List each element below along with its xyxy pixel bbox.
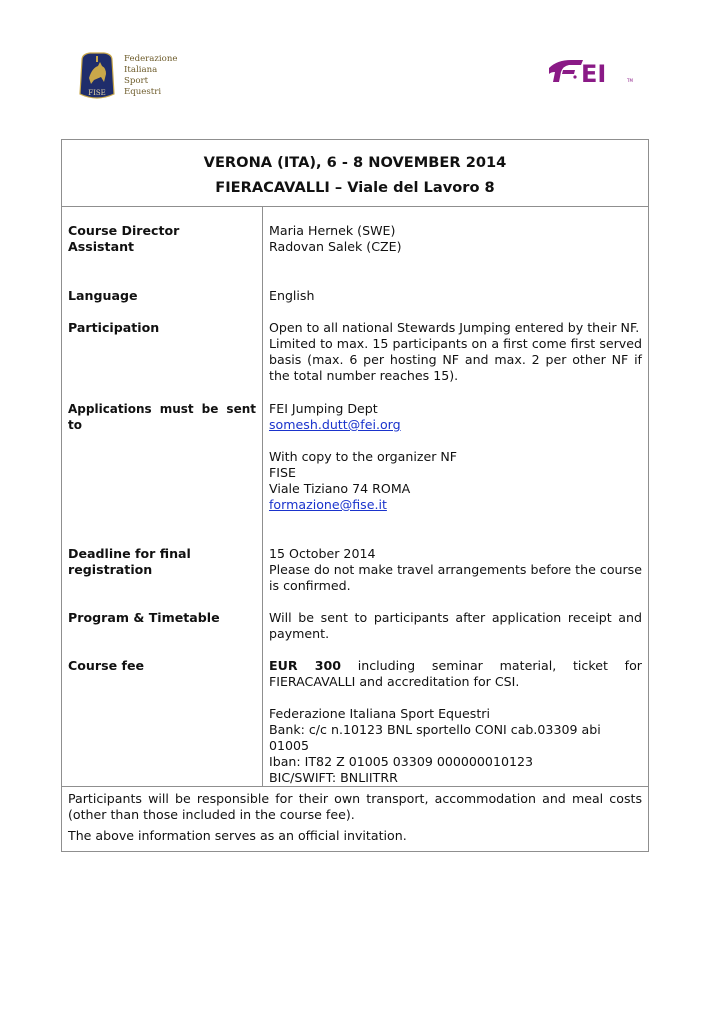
row-deadline <box>62 546 648 594</box>
label-language: Language <box>68 288 138 303</box>
bank-iban: Iban: IT82 Z 01005 03309 000000010123 <box>269 754 534 769</box>
label-course-fee: Course fee <box>68 658 145 673</box>
table-footer <box>62 786 648 851</box>
fei-email-link[interactable]: somesh.dutt@fei.org <box>269 417 401 432</box>
participation-limit: Limited to max. 15 participants on a first come first served basis (max. 6 per hosting NF and max. 2 per other NF if the total number reaches 15). <box>269 336 642 383</box>
row-course-fee <box>62 658 648 786</box>
fise-logo <box>74 48 186 104</box>
applications-address: Viale Tiziano 74 ROMA <box>269 481 411 496</box>
row-course-director <box>62 223 648 255</box>
label-participation: Participation <box>68 320 160 335</box>
fise-line: Sport <box>124 76 149 86</box>
event-title: VERONA (ITA), 6 - 8 NOVEMBER 2014 <box>203 154 507 171</box>
bank-account: Bank: c/c n.10123 BNL sportello CONI cab.03309 abi 01005 <box>269 722 601 753</box>
fise-shield-text: FISE <box>88 89 106 97</box>
fise-line: Equestri <box>124 87 162 97</box>
fei-logo <box>545 52 641 88</box>
fise-wordmark <box>124 54 177 98</box>
applications-dept: FEI Jumping Dept <box>269 401 378 416</box>
participation-open: Open to all national Stewards Jumping entered by their NF. <box>269 320 640 335</box>
applications-copy: With copy to the organizer NF <box>269 449 458 464</box>
value-program: Will be sent to participants after application receipt and payment. <box>269 610 642 641</box>
bank-name: Federazione Italiana Sport Equestri <box>269 706 490 721</box>
fei-logo-text: EI <box>581 60 607 88</box>
label-applications: Applications must be sent to <box>68 402 256 432</box>
fise-line: Federazione <box>124 54 178 64</box>
table-header <box>62 140 648 207</box>
fise-email-link[interactable]: formazione@fise.it <box>269 497 387 512</box>
bank-bic: BIC/SWIFT: BNLIITRR <box>269 770 398 785</box>
footer-invitation: The above information serves as an official invitation. <box>68 828 407 843</box>
fee-amount: EUR 300 <box>269 658 341 673</box>
footer-responsibility: Participants will be responsible for their own transport, accommodation and meal costs (other than those included in the course fee). <box>68 791 642 822</box>
row-language <box>62 288 648 304</box>
row-participation <box>62 320 648 384</box>
row-applications <box>62 401 648 513</box>
fee-includes: including seminar material, ticket for FIERACAVALLI and accreditation for CSI. <box>269 658 642 689</box>
value-assistant: Radovan Salek (CZE) <box>269 239 402 254</box>
label-program: Program & Timetable <box>68 610 220 625</box>
invitation-table <box>61 139 649 852</box>
value-language: English <box>269 288 315 303</box>
event-venue: FIERACAVALLI – Viale del Lavoro 8 <box>215 179 495 196</box>
row-program <box>62 610 648 642</box>
value-course-director: Maria Hernek (SWE) <box>269 223 396 238</box>
fei-tm: TM <box>627 78 633 83</box>
label-deadline: Deadline for final registration <box>68 546 191 577</box>
fise-line: Italiana <box>124 65 158 75</box>
detail-rows <box>62 207 648 786</box>
label-assistant: Assistant <box>68 239 135 254</box>
label-course-director: Course Director <box>68 223 180 238</box>
deadline-date: 15 October 2014 <box>269 546 376 561</box>
applications-org: FISE <box>269 465 296 480</box>
fise-shield-icon <box>76 50 118 102</box>
fee-description <box>269 658 642 690</box>
deadline-note: Please do not make travel arrangements before the course is confirmed. <box>269 562 642 593</box>
